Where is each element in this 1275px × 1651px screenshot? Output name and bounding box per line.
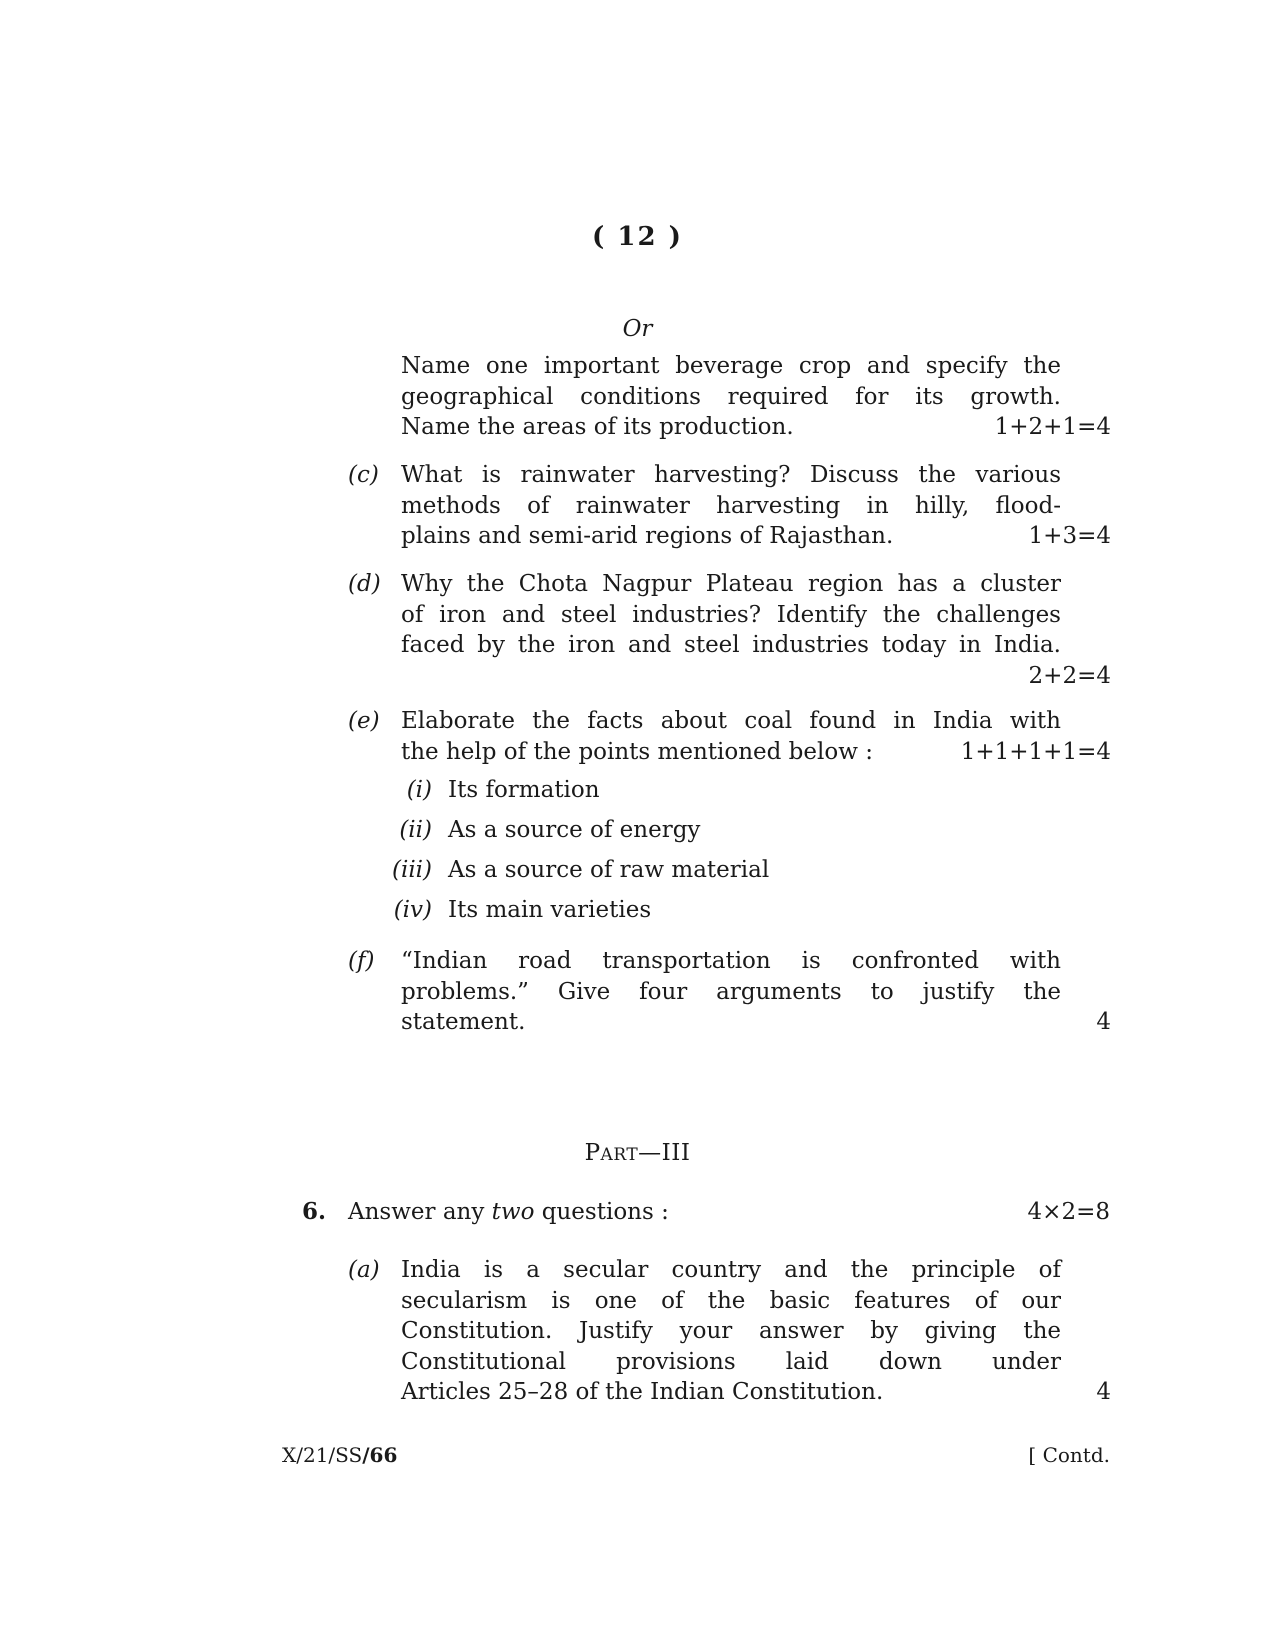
question-line bbox=[401, 521, 1111, 552]
question-line: geographical conditions required for its growth. bbox=[401, 383, 1061, 410]
question-line: faced by the iron and steel industries today in India. bbox=[401, 632, 1061, 658]
question-text-part: questions : bbox=[534, 1199, 669, 1225]
contd-label: [ Contd. bbox=[1028, 1443, 1110, 1467]
question-e bbox=[401, 706, 1111, 767]
part-heading-small-caps: ART bbox=[600, 1145, 639, 1165]
part-heading-initial: P bbox=[584, 1140, 601, 1166]
part-heading-rest: —III bbox=[638, 1140, 691, 1166]
question-label: (e) bbox=[348, 708, 380, 734]
question-6a bbox=[401, 1255, 1111, 1408]
sub-item-label: (i) bbox=[406, 777, 432, 803]
question-text: Name the areas of its production. bbox=[401, 414, 794, 440]
question-f bbox=[401, 946, 1111, 1038]
question-line: Name one important beverage crop and specify the bbox=[401, 353, 1061, 379]
question-line bbox=[401, 737, 1111, 768]
question-line: What is rainwater harvesting? Discuss the various bbox=[401, 462, 1061, 488]
marks: 1+2+1=4 bbox=[994, 414, 1111, 440]
paper-code-bold: /66 bbox=[362, 1443, 398, 1467]
part-heading bbox=[0, 1140, 1275, 1166]
page-number: ( 12 ) bbox=[592, 222, 683, 252]
question-text-part: Answer any bbox=[348, 1199, 492, 1225]
paper-code bbox=[282, 1443, 397, 1467]
question-line: Why the Chota Nagpur Plateau region has a cluster bbox=[401, 571, 1061, 597]
sub-item-label: (iii) bbox=[391, 857, 432, 883]
question-line: problems.” Give four arguments to justify the bbox=[401, 978, 1061, 1005]
question-line bbox=[401, 1007, 1111, 1038]
question-c bbox=[401, 460, 1111, 552]
question-line: of iron and steel industries? Identify the challenges bbox=[401, 601, 1061, 628]
marks: 2+2=4 bbox=[1028, 662, 1111, 689]
question-line bbox=[401, 412, 1111, 443]
question-number: 6. bbox=[302, 1198, 327, 1225]
question-text: statement. bbox=[401, 1009, 526, 1035]
question-line: secularism is one of the basic features of our bbox=[401, 1287, 1061, 1314]
question-text bbox=[348, 1197, 669, 1228]
sub-item-text: Its main varieties bbox=[448, 897, 652, 923]
question-label: (a) bbox=[348, 1257, 380, 1283]
question-line bbox=[401, 1377, 1111, 1408]
question-label: (c) bbox=[348, 462, 379, 488]
question-line: “Indian road transportation is confronted with bbox=[401, 948, 1061, 974]
marks: 4 bbox=[1096, 1009, 1111, 1035]
marks: 4 bbox=[1096, 1379, 1111, 1405]
question-text: the help of the points mentioned below : bbox=[401, 738, 873, 765]
sub-item-text: Its formation bbox=[448, 777, 600, 803]
question-text-italic: two bbox=[491, 1199, 535, 1225]
sub-item-text: As a source of energy bbox=[448, 817, 701, 843]
question-line: Constitutional provisions laid down under bbox=[401, 1348, 1061, 1375]
question-text: Articles 25–28 of the Indian Constitution. bbox=[401, 1379, 884, 1405]
or-label: Or bbox=[622, 316, 653, 342]
marks: 4×2=8 bbox=[1027, 1199, 1110, 1225]
or-question bbox=[401, 351, 1111, 443]
sub-item-label: (ii) bbox=[399, 817, 432, 843]
question-line: Elaborate the facts about coal found in India with bbox=[401, 708, 1061, 734]
question-line: Constitution. Justify your answer by giving the bbox=[401, 1318, 1061, 1344]
sub-item-text: As a source of raw material bbox=[448, 857, 770, 883]
marks: 1+1+1+1=4 bbox=[960, 738, 1111, 765]
question-text: plains and semi-arid regions of Rajasthan. bbox=[401, 523, 894, 549]
marks: 1+3=4 bbox=[1028, 523, 1111, 549]
sub-item-label: (iv) bbox=[393, 897, 432, 923]
question-label: (f) bbox=[348, 948, 375, 974]
question-line: methods of rainwater harvesting in hilly, flood- bbox=[401, 492, 1061, 519]
question-label: (d) bbox=[348, 571, 381, 597]
question-line: India is a secular country and the principle of bbox=[401, 1257, 1061, 1283]
paper-code-prefix: X/21/SS bbox=[282, 1443, 363, 1467]
question-d bbox=[401, 569, 1111, 691]
